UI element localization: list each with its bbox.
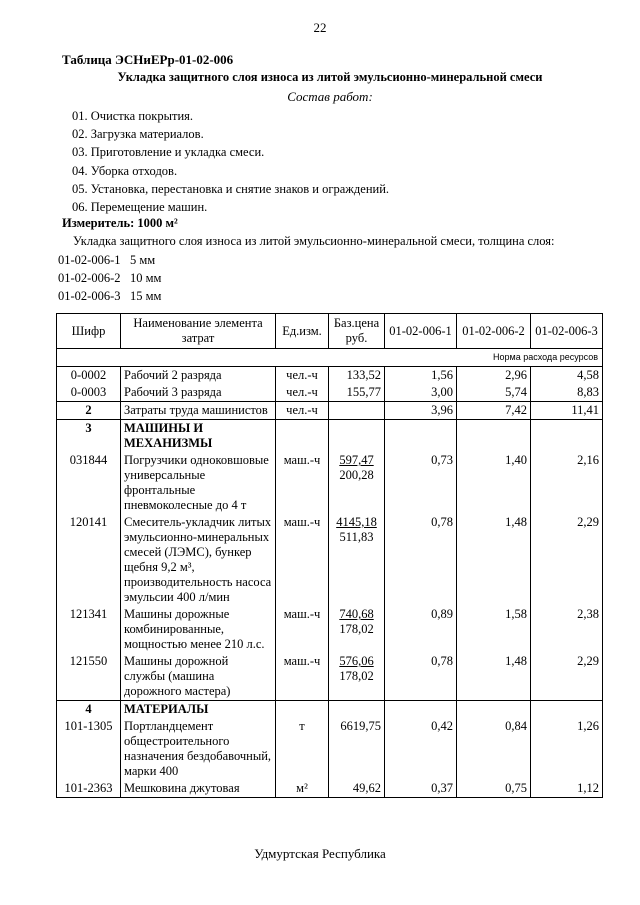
footer-region: Удмуртская Республика (254, 846, 386, 861)
cell-name: Рабочий 2 разряда (121, 367, 276, 385)
price-base: 4145,18 (336, 515, 377, 529)
cell-name: Мешковина джутовая (121, 780, 276, 798)
cell-unit: чел.-ч (276, 402, 329, 420)
cell-v2: 1,48 (457, 514, 531, 606)
variant-item (58, 287, 161, 305)
work-step: 03. Приготовление и укладка смеси. (72, 145, 265, 160)
composition-title: Состав работ: (287, 89, 373, 104)
cell-v3: 2,38 (531, 606, 603, 653)
variant-code: 01-02-006-3 (58, 289, 121, 303)
cell-name: Машины дорожной службы (машина дорожного мастера) (121, 653, 276, 701)
cell-name: Машины дорожные комбинированные, мощностью менее 210 л.с. (121, 606, 276, 653)
cell-v3: 4,58 (531, 367, 603, 385)
header-unit: Ед.изм. (276, 314, 329, 349)
cell-price (329, 514, 385, 606)
price-operator-wage: 200,28 (339, 468, 374, 482)
table-title: Таблица ЭСНиЕРр-01-02-006 (62, 52, 234, 67)
price-base: 740,68 (339, 607, 374, 621)
work-step: 06. Перемещение машин. (72, 200, 208, 215)
cell-v3: 2,29 (531, 514, 603, 606)
variant-value: 15 мм (130, 289, 162, 303)
norm-label: Норма расхода ресурсов (57, 349, 603, 367)
cell-v2: 1,40 (457, 452, 531, 514)
cell-v1: 3,00 (385, 384, 457, 402)
cell-v2: 5,74 (457, 384, 531, 402)
cell-name: Портландцемент общестроительного назначения бездобавочный, марки 400 (121, 718, 276, 780)
cell-v1: 0,78 (385, 653, 457, 701)
cell-price (329, 653, 385, 701)
table-row (57, 653, 603, 701)
header-variant-1: 01-02-006-1 (385, 314, 457, 349)
section-row (57, 701, 603, 719)
price-operator-wage: 178,02 (339, 669, 374, 683)
cell-v2: 0,84 (457, 718, 531, 780)
cell-unit: чел.-ч (276, 367, 329, 385)
cell-code: 120141 (57, 514, 121, 606)
table-row (57, 606, 603, 653)
work-step: 04. Уборка отходов. (72, 163, 178, 178)
variants-list (58, 251, 161, 305)
page-number: 22 (313, 20, 327, 35)
cell-price: 49,62 (329, 780, 385, 798)
cell-code: 101-2363 (57, 780, 121, 798)
variant-item (58, 269, 161, 287)
section-code: 4 (57, 701, 121, 719)
variant-code: 01-02-006-1 (58, 253, 121, 267)
cell-v3: 11,41 (531, 402, 603, 420)
cell-code: 101-1305 (57, 718, 121, 780)
variant-item (58, 251, 161, 269)
table-row (57, 402, 603, 420)
cell-code: 0-0002 (57, 367, 121, 385)
table-row (57, 718, 603, 780)
variant-code: 01-02-006-2 (58, 271, 121, 285)
cell-price: 133,52 (329, 367, 385, 385)
cell-unit: м² (276, 780, 329, 798)
table-row (57, 384, 603, 402)
cell-v2: 7,42 (457, 402, 531, 420)
variant-value: 5 мм (130, 253, 156, 267)
cell-name: Погрузчики одноковшовые универсальные фронтальные пневмоколесные до 4 т (121, 452, 276, 514)
work-step: 05. Установка, перестановка и снятие знаков и ограждений. (72, 181, 390, 196)
cell-name: Смеситель-укладчик литых эмульсионно-минеральных смесей (ЛЭМС), бункер щебня 9,2 м³, производительность насоса эмульсии 400 л/мин (121, 514, 276, 606)
cell-v3: 1,26 (531, 718, 603, 780)
table-row (57, 514, 603, 606)
cell-price: 155,77 (329, 384, 385, 402)
cell-v1: 0,89 (385, 606, 457, 653)
cell-code: 0-0003 (57, 384, 121, 402)
cell-price (329, 606, 385, 653)
cell-code: 121341 (57, 606, 121, 653)
cell-v2: 2,96 (457, 367, 531, 385)
cell-unit: т (276, 718, 329, 780)
section-title: МАШИНЫ И МЕХАНИЗМЫ (121, 420, 276, 453)
cell-v1: 0,73 (385, 452, 457, 514)
price-base: 576,06 (339, 654, 374, 668)
section-code: 3 (57, 420, 121, 453)
header-price: Баз.цена руб. (329, 314, 385, 349)
cell-price (329, 402, 385, 420)
section-row (57, 420, 603, 453)
table-header-row (57, 314, 603, 349)
cell-v3: 1,12 (531, 780, 603, 798)
cell-code: 121550 (57, 653, 121, 701)
cell-v1: 0,42 (385, 718, 457, 780)
variant-value: 10 мм (130, 271, 162, 285)
work-step: 02. Загрузка материалов. (72, 127, 204, 142)
cell-v2: 0,75 (457, 780, 531, 798)
table-row (57, 367, 603, 385)
section-title: МАТЕРИАЛЫ (121, 701, 276, 719)
cell-v2: 1,48 (457, 653, 531, 701)
cell-v3: 2,16 (531, 452, 603, 514)
cell-unit: маш.-ч (276, 606, 329, 653)
cell-price: 6619,75 (329, 718, 385, 780)
cell-unit: чел.-ч (276, 384, 329, 402)
header-code: Шифр (57, 314, 121, 349)
intro-text: Укладка защитного слоя износа из литой эмульсионно-минеральной смеси, толщина слоя: (73, 234, 555, 248)
cell-name: Затраты труда машинистов (121, 402, 276, 420)
cell-v3: 2,29 (531, 653, 603, 701)
cell-v2: 1,58 (457, 606, 531, 653)
cell-code: 2 (57, 402, 121, 420)
work-steps-list (72, 107, 389, 216)
table-row (57, 452, 603, 514)
cell-price (329, 452, 385, 514)
cell-v1: 0,37 (385, 780, 457, 798)
measure-unit: Измеритель: 1000 м² (62, 216, 178, 230)
price-operator-wage: 511,83 (339, 530, 374, 544)
resource-table (56, 313, 603, 798)
cell-code: 031844 (57, 452, 121, 514)
cell-unit: маш.-ч (276, 514, 329, 606)
price-base: 597,47 (339, 453, 374, 467)
header-variant-3: 01-02-006-3 (531, 314, 603, 349)
cell-v1: 1,56 (385, 367, 457, 385)
cell-v3: 8,83 (531, 384, 603, 402)
header-name: Наименование элемента затрат (121, 314, 276, 349)
cell-unit: маш.-ч (276, 452, 329, 514)
header-variant-2: 01-02-006-2 (457, 314, 531, 349)
cell-v1: 3,96 (385, 402, 457, 420)
price-operator-wage: 178,02 (339, 622, 374, 636)
table-subtitle: Укладка защитного слоя износа из литой эмульсионно-минеральной смеси (117, 70, 543, 84)
cell-v1: 0,78 (385, 514, 457, 606)
cell-unit: маш.-ч (276, 653, 329, 701)
norm-row (57, 349, 603, 367)
table-row (57, 780, 603, 798)
cell-name: Рабочий 3 разряда (121, 384, 276, 402)
work-step: 01. Очистка покрытия. (72, 109, 194, 123)
